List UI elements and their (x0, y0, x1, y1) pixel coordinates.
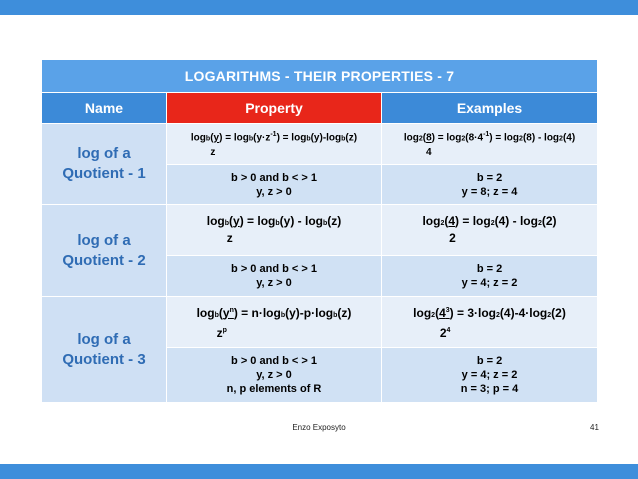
property-condition-1: b > 0 and b < > 1 y, z > 0 (167, 165, 382, 205)
example-condition-2: b = 2 y = 4; z = 2 (382, 256, 598, 297)
property-condition-2: b > 0 and b < > 1 y, z > 0 (167, 256, 382, 297)
page-number: 41 (590, 423, 599, 432)
example-formula-1: $\log 2(8) = \log 2(8\cdot 4^{-1}) = \log 2(8) - \log 2(4)$ 4 (382, 124, 598, 165)
row-name-quotient-3: log of a Quotient - 3 (42, 297, 167, 403)
row-name-quotient-1: log of a Quotient - 1 (42, 124, 167, 205)
header-property: Property (167, 93, 382, 124)
example-condition-1: b = 2 y = 8; z = 4 (382, 165, 598, 205)
property-formula-2: logb(y) = logb(y) - logb(z) z (167, 205, 382, 256)
example-formula-3: $\log 2(4^3) = 3\cdot\log 2(4)-4\cdot\log 2(2)$ $2^4$ (382, 297, 598, 348)
example-formula-2: log2(4) = log2(4) - log2(2) 2 (382, 205, 598, 256)
bottom-accent-band (0, 464, 638, 479)
property-condition-3: b > 0 and b < > 1 y, z > 0 n, p elements of R (167, 348, 382, 403)
top-accent-band (0, 0, 638, 15)
properties-table (41, 59, 598, 403)
header-examples: Examples (382, 93, 598, 124)
header-name: Name (42, 93, 167, 124)
example-condition-3: b = 2 y = 4; z = 2 n = 3; p = 4 (382, 348, 598, 403)
row-name-quotient-2: log of a Quotient - 2 (42, 205, 167, 297)
slide-title: LOGARITHMS - THEIR PROPERTIES - 7 (42, 60, 598, 93)
property-formula-3: $\log b(y^n) = n\cdot\log b(y)-p\cdot\log b(z)$ $z^p$ (167, 297, 382, 348)
footer-author: Enzo Exposyto (292, 423, 346, 432)
property-formula-1: $\log b(y) = \log b(y\cdot z^{-1}) = \log b(y)-\log b(z)$ z (167, 124, 382, 165)
